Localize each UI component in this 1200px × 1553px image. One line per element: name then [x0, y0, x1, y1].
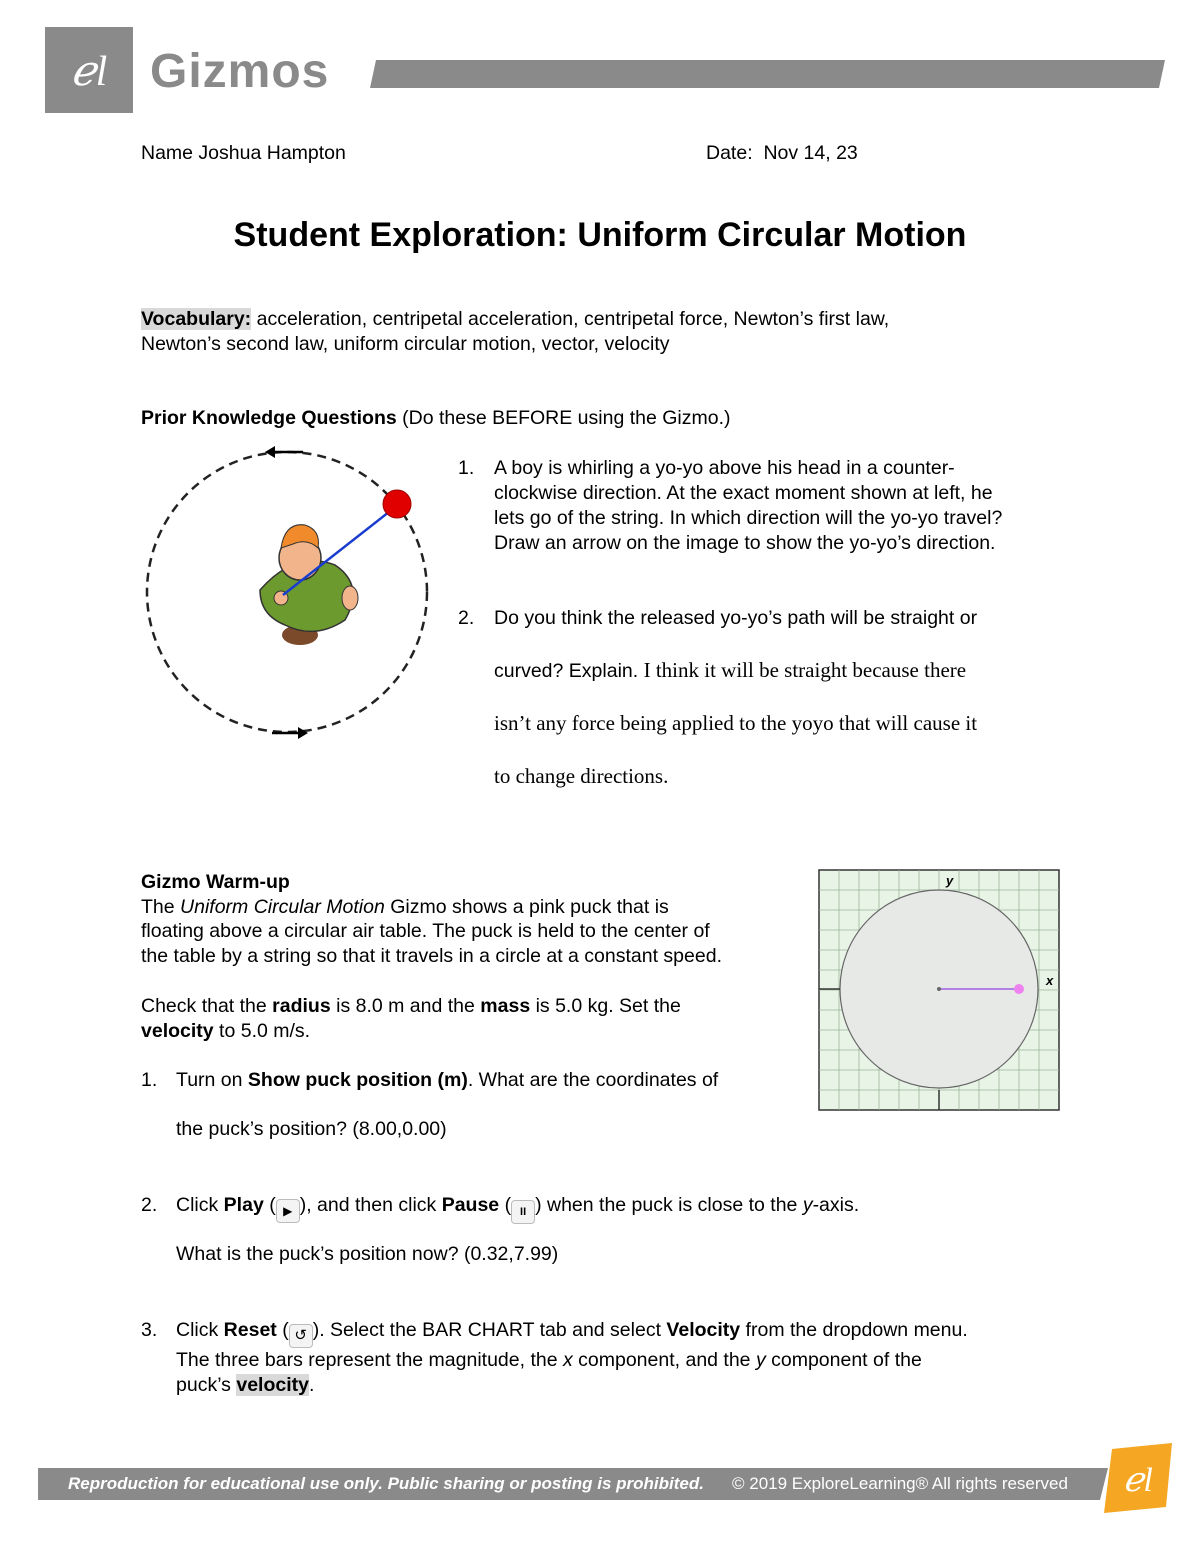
q1-line-4: Draw an arrow on the image to show the yo-yo’s direction.: [494, 532, 996, 554]
puck-icon: [1014, 984, 1024, 994]
footer-disclaimer: Reproduction for educational use only. Public sharing or posting is prohibited.: [68, 1474, 704, 1493]
warmup-check: [141, 994, 801, 1043]
student-name: Name Joshua Hampton: [141, 142, 346, 164]
warmup-intro-text-b: Gizmo shows a pink puck that is: [384, 895, 669, 918]
step-2-pause-label: Pause: [441, 1194, 500, 1216]
check-text-b: is 8.0 m and the: [330, 995, 481, 1017]
corner-logo-text: ℯl: [1123, 1462, 1153, 1499]
q2-answer-part-1: I think it will be straight because there: [643, 658, 967, 682]
y-axis-label: y: [946, 873, 954, 888]
step-2-text-c: ), and then click: [299, 1194, 442, 1216]
warmup-step-2: [141, 1193, 1101, 1224]
pause-icon: II: [511, 1200, 535, 1224]
step-2-text-d: (: [499, 1194, 512, 1216]
step-1-number: 1.: [141, 1069, 158, 1091]
check-mass: mass: [480, 995, 531, 1017]
boy-icon: [260, 525, 358, 645]
warmup-step-1: [141, 1068, 801, 1093]
check-text-c: is 5.0 kg. Set the: [530, 995, 681, 1017]
date-field: [706, 142, 858, 165]
vocabulary-line-2: Newton’s second law, uniform circular motion, vector, velocity: [141, 332, 670, 355]
arrow-left-icon: [265, 446, 303, 458]
q1-line-3: lets go of the string. In which direction will the yo-yo travel?: [494, 507, 1003, 529]
q2-answer-part-3: to change directions.: [494, 764, 669, 788]
step-2-text-a: Click: [176, 1194, 224, 1216]
step-2-text-f: -axis.: [812, 1194, 860, 1216]
q2-answer-part-2: isn’t any force being applied to the yoyo that will cause it: [494, 711, 978, 735]
step-3-y: y: [755, 1349, 766, 1371]
explorelearning-corner-icon: [1100, 1443, 1178, 1513]
step-3-number: 3.: [141, 1319, 158, 1341]
step-3-text-d: from the dropdown menu.: [740, 1319, 968, 1341]
warmup-intro-line-3: the table by a string so that it travels in a circle at a constant speed.: [141, 944, 722, 967]
step-3-line-2-a: The three bars represent the magnitude, the: [176, 1349, 563, 1371]
vocabulary: [141, 307, 1101, 356]
warmup-gizmo-name: Uniform Circular Motion: [180, 895, 385, 918]
brand-name: Gizmos: [150, 45, 330, 98]
air-table-figure: [818, 869, 1060, 1111]
step-3-reset-label: Reset: [223, 1319, 277, 1341]
check-text-a: Check that the: [141, 995, 273, 1017]
arrow-right-icon: [272, 727, 308, 739]
step-3-velocity: Velocity: [666, 1319, 741, 1341]
gizmos-logo: [45, 27, 133, 113]
q2-number: 2.: [458, 607, 475, 629]
step-3-line-3-a: puck’s: [176, 1373, 237, 1396]
warmup-intro-text-a: The: [141, 895, 181, 918]
check-text-d: to 5.0 m/s.: [213, 1019, 311, 1042]
step-2-text-b: (: [263, 1194, 276, 1216]
play-icon: ▶: [276, 1199, 300, 1223]
step-2-y: y: [802, 1194, 813, 1216]
q2-line-2: [494, 658, 1094, 684]
x-axis-label: x: [1046, 973, 1054, 988]
date-label: Date:: [706, 142, 753, 164]
warmup-heading: Gizmo Warm-up: [141, 871, 290, 893]
q2-line-2-question: curved? Explain.: [494, 660, 644, 682]
q1-number: 1.: [458, 457, 475, 479]
header-bar: [370, 60, 1165, 88]
step-1-control: Show puck position (m): [247, 1069, 468, 1091]
explorelearning-logo-icon: [45, 27, 133, 113]
date-value: Nov 14, 23: [763, 142, 858, 164]
step-2-play-label: Play: [223, 1194, 264, 1216]
step-2-number: 2.: [141, 1194, 158, 1216]
step-3-line-2-b: component, and the: [572, 1349, 756, 1371]
vocabulary-line-1: acceleration, centripetal acceleration, centripetal force, Newton’s first law,: [251, 308, 890, 330]
table-center: [937, 987, 941, 991]
vocabulary-label: Vocabulary:: [141, 308, 252, 330]
step-2-answer: What is the puck’s position now? (0.32,7.99): [176, 1243, 559, 1265]
step-1-text-b: . What are the coordinates of: [467, 1069, 719, 1091]
step-2-text-e: ) when the puck is close to the: [535, 1194, 803, 1216]
warmup-intro: [141, 870, 801, 968]
step-3-x: x: [562, 1349, 573, 1371]
step-3-text-c: ). Select the BAR CHART tab and select: [312, 1319, 667, 1341]
prior-heading-note: (Do these BEFORE using the Gizmo.): [396, 407, 731, 429]
yoyo-icon: [383, 490, 411, 518]
warmup-intro-line-2: floating above a circular air table. The puck is held to the center of: [141, 920, 710, 942]
step-1-text-a: Turn on: [176, 1069, 248, 1091]
q1-line-2: clockwise direction. At the exact moment shown at left, he: [494, 482, 993, 504]
logo-text: ℯl: [70, 49, 108, 95]
check-velocity: velocity: [141, 1019, 214, 1042]
step-3-line-3-b: .: [308, 1373, 315, 1396]
footer-copyright: © 2019 ExploreLearning® All rights reserved: [732, 1474, 1068, 1493]
prior-heading-bold: Prior Knowledge Questions: [141, 407, 397, 429]
reset-icon: ↺: [289, 1324, 313, 1348]
yoyo-boy-illustration: [135, 440, 440, 745]
q1-line-1: A boy is whirling a yo-yo above his head in a counter-: [494, 457, 955, 479]
prior-knowledge-heading: [141, 406, 731, 431]
page-title: Student Exploration: Uniform Circular Motion: [233, 216, 967, 254]
check-radius: radius: [272, 995, 331, 1017]
warmup-step-3: [141, 1318, 1101, 1397]
step-3-text-a: Click: [176, 1319, 224, 1341]
step-1-answer: the puck’s position? (8.00,0.00): [176, 1118, 447, 1140]
step-3-line-2-c: component of the: [765, 1349, 922, 1371]
step-3-text-b: (: [276, 1319, 289, 1341]
q2-line-1: Do you think the released yo-yo’s path will be straight or: [494, 607, 978, 629]
step-3-velocity-highlight: velocity: [236, 1373, 309, 1396]
